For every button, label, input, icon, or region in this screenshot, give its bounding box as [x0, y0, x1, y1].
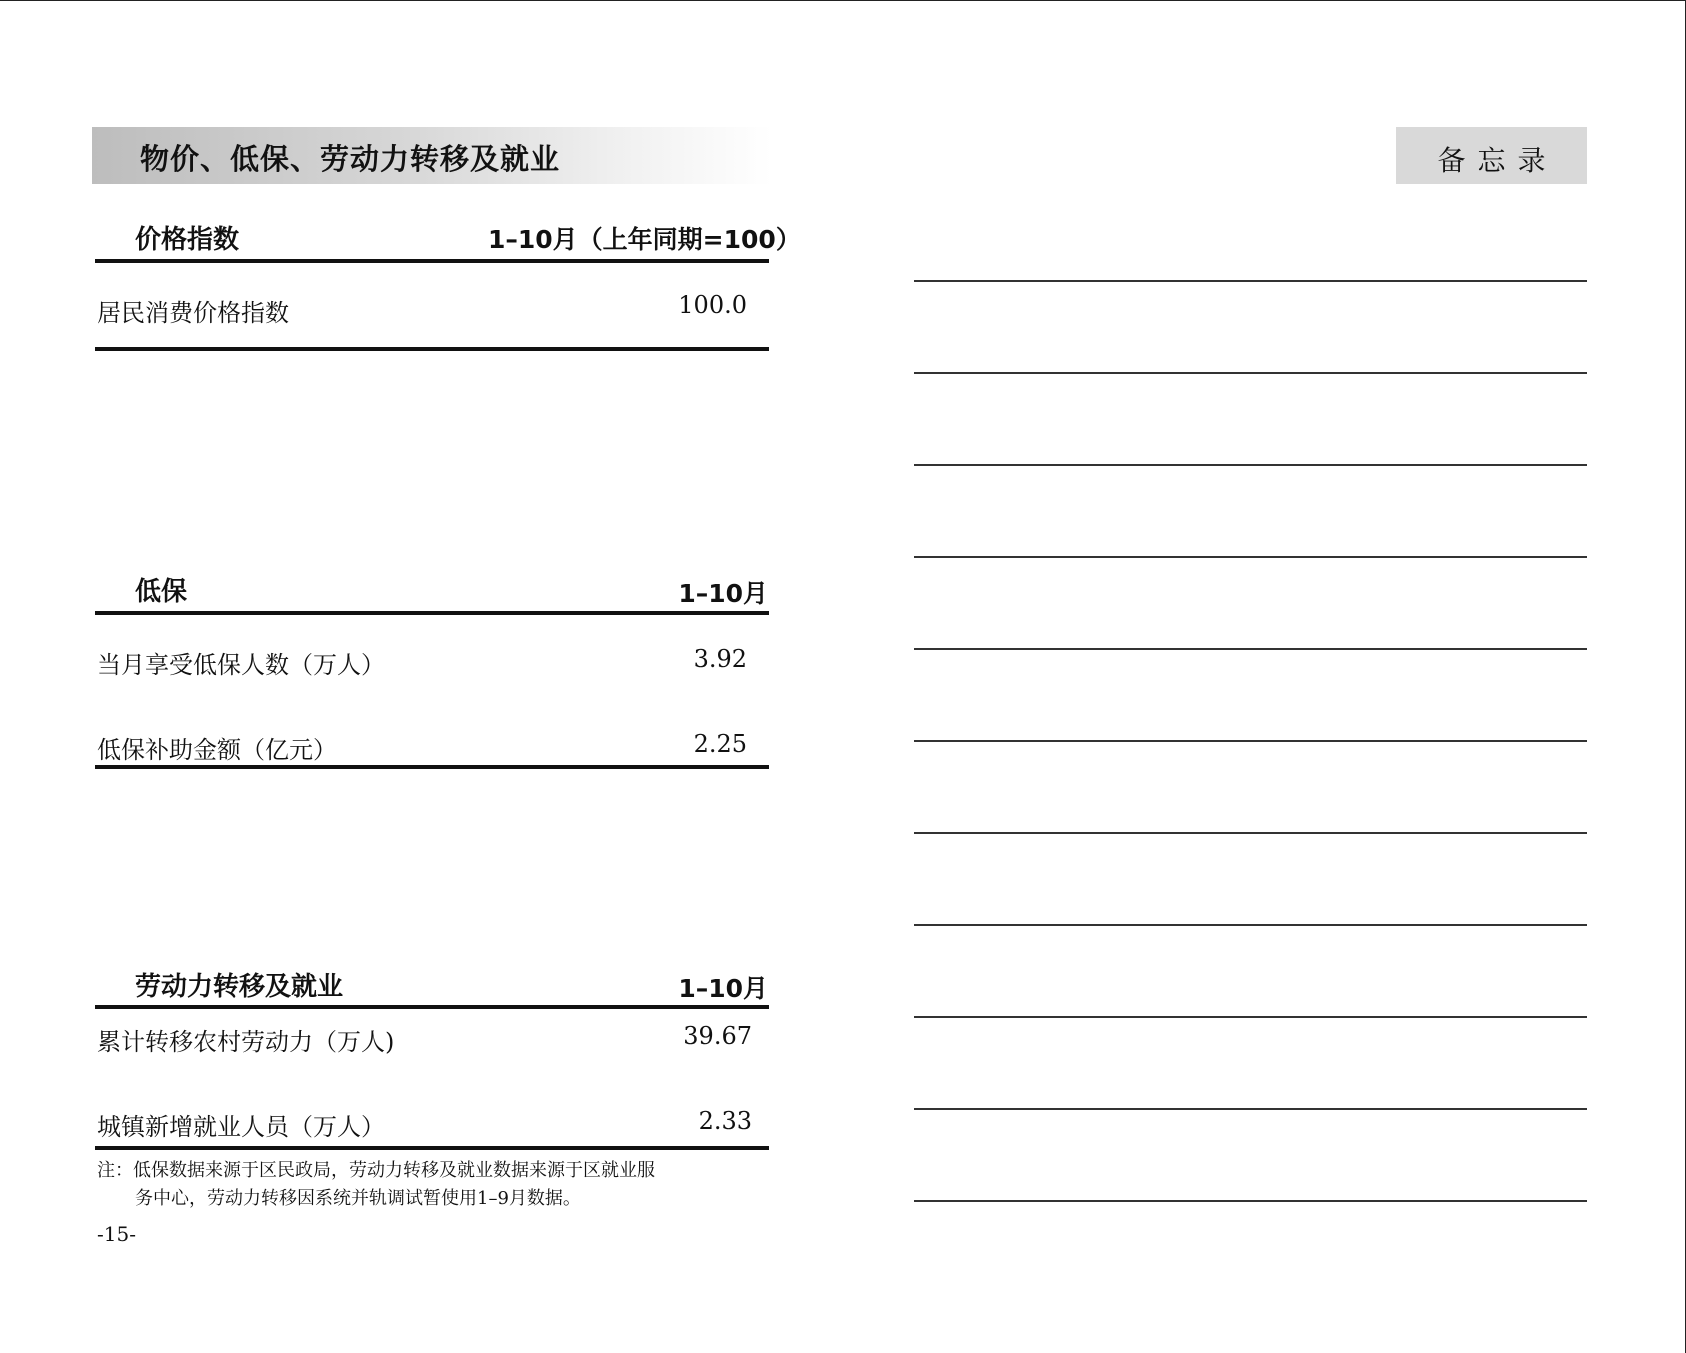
memo-line [914, 1108, 1587, 1110]
page-number: -15- [97, 1222, 136, 1246]
memo-line [914, 648, 1587, 650]
memo-line [914, 924, 1587, 926]
dibao-people-label: 当月享受低保人数（万人） [97, 651, 385, 679]
dibao-amount-value: 2.25 [693, 730, 747, 758]
dibao-header-rule [95, 611, 769, 615]
dibao-amount-label: 低保补助金额（亿元） [97, 736, 337, 764]
price-header-rule [95, 259, 769, 263]
footnote-line-1: 注：低保数据来源于区民政局，劳动力转移及就业数据来源于区就业服 [97, 1160, 655, 1181]
cpi-label: 居民消费价格指数 [97, 299, 289, 327]
memo-title: 备忘录 [1437, 144, 1558, 177]
dibao-section-period: 1–10月 [678, 579, 768, 608]
labor-bottom-rule [95, 1146, 769, 1150]
memo-line [914, 1200, 1587, 1202]
labor-section-period: 1–10月 [678, 974, 768, 1003]
memo-header [1396, 127, 1587, 184]
memo-line [914, 280, 1587, 282]
memo-line [914, 1016, 1587, 1018]
price-section-period: 1–10月（上年同期=100） [488, 225, 801, 254]
top-border [0, 0, 1686, 1]
memo-line [914, 740, 1587, 742]
page-title: 物价、低保、劳动力转移及就业 [140, 142, 561, 176]
footnote-line-2: 务中心，劳动力转移因系统并轨调试暂使用1–9月数据。 [135, 1188, 581, 1209]
memo-line [914, 464, 1587, 466]
labor-transfer-label: 累计转移农村劳动力（万人) [97, 1028, 395, 1056]
memo-line [914, 372, 1587, 374]
labor-section-heading: 劳动力转移及就业 [135, 972, 344, 1002]
dibao-people-value: 3.92 [693, 645, 747, 673]
footnote [97, 1157, 777, 1213]
urban-employment-value: 2.33 [698, 1107, 752, 1135]
labor-header-rule [95, 1005, 769, 1009]
dibao-section-heading: 低保 [135, 577, 188, 607]
title-bar [92, 127, 772, 184]
dibao-bottom-rule [95, 765, 769, 769]
price-section-heading: 价格指数 [135, 225, 240, 255]
price-bottom-rule [95, 347, 769, 351]
memo-line [914, 832, 1587, 834]
urban-employment-label: 城镇新增就业人员（万人） [97, 1113, 385, 1141]
labor-transfer-value: 39.67 [683, 1022, 752, 1050]
memo-line [914, 556, 1587, 558]
cpi-value: 100.0 [678, 291, 747, 319]
